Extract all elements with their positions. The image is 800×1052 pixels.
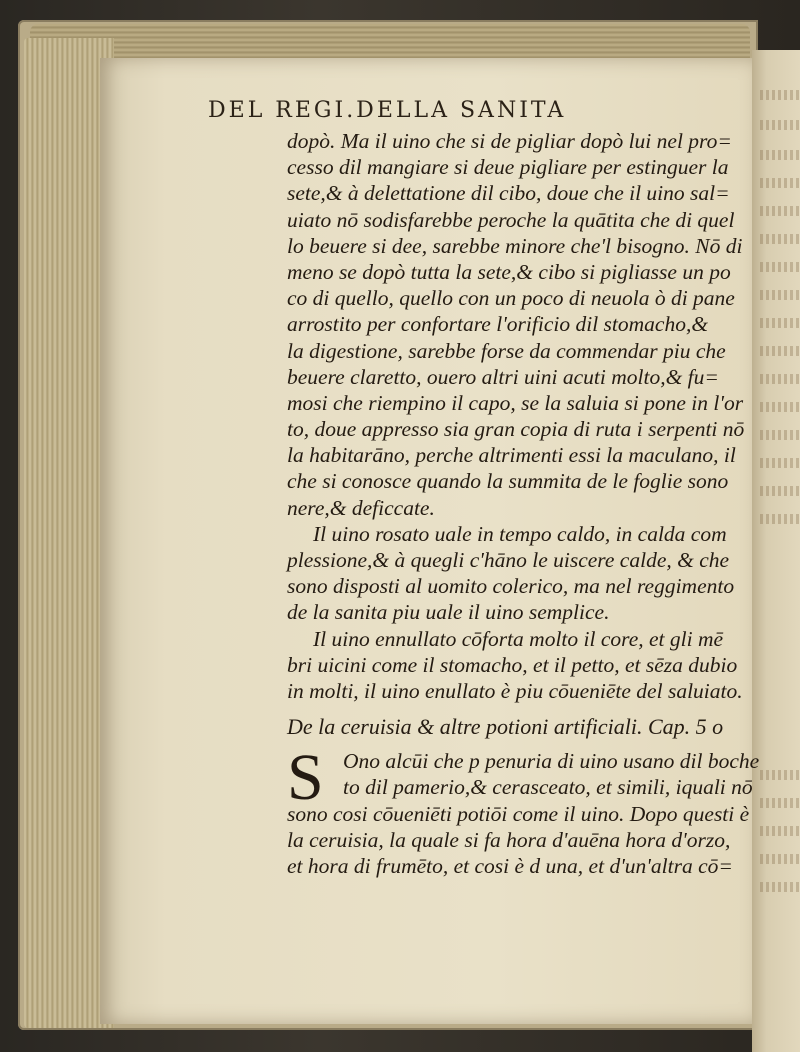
paragraph-1 [287, 128, 747, 521]
text-line: Il uino rosato uale in tempo caldo, in calda com [313, 521, 727, 546]
text-line: che si conosce quando la summita de le foglie sono [287, 469, 729, 494]
text-line: to, doue appresso sia gran copia di ruta i serpenti nō [287, 417, 745, 442]
paragraph-2 [287, 521, 747, 626]
paragraph-4 [287, 741, 760, 879]
text-line: co di quello, quello con un poco di neuola ò di pane [287, 286, 735, 311]
text-line: bri uicini come il stomacho, et il petto, et sēza dubio [287, 652, 738, 677]
text-line: lo beuere si dee, sarebbe minore che'l bisogno. Nō di [287, 233, 743, 258]
text-line: et hora di frumēto, et cosi è d una, et d'un'altra cō= [287, 853, 733, 878]
text-line: meno se dopò tutta la sete,& cibo si pigliasse un po [287, 259, 731, 284]
drop-cap: S [287, 741, 324, 815]
paragraph-3 [287, 626, 747, 705]
facing-page-sliver [752, 50, 800, 1052]
text-line: dopò. Ma il uino che si de pigliar dopò lui nel pro= [287, 129, 732, 153]
top-page-edges [30, 24, 750, 62]
text-line: Il uino ennullato cōforta molto il core, et gli mē [313, 626, 724, 651]
chapter-heading: De la ceruisia & altre potioni artificiali. Cap. 5 o [287, 714, 724, 740]
text-line: sono disposti al uomito colerico, ma nel reggimento [287, 574, 735, 599]
text-line: la ceruisia, la quale si fa hora d'auēna hora d'orzo, [287, 827, 731, 852]
text-line: cesso dil mangiare si deue pigliare per estinguer la [287, 155, 729, 180]
text-line: Ono alcūi che p penuria di uino usano dil boche [343, 749, 760, 774]
text-line: beuere claretto, ouero altri uini acuti molto,& fu= [287, 364, 719, 389]
running-head: DEL REGI.DELLA SANITA [208, 98, 567, 123]
text-line: de la sanita piu uale il uino semplice. [287, 600, 610, 625]
text-line: in molti, il uino enullato è piu cōueniēte del saluiato. [287, 678, 743, 703]
text-line: plessione,& à quegli c'hāno le uiscere calde, & che [287, 548, 730, 572]
text-line: nere,& deficcate. [287, 495, 435, 520]
text-line: sono cosi cōueniēti potiōi come il uino. Dopo questi è [287, 801, 750, 826]
text-line: mosi che riempino il capo, se la saluia si pone in l'or [287, 390, 744, 415]
text-line: sete,& à delettatione dil cibo, doue che il uino sal= [287, 181, 730, 206]
text-line: la habitarāno, perche altrimenti essi la maculano, il [287, 443, 736, 468]
text-line: la digestione, sarebbe forse da commendar piu che [287, 338, 726, 363]
body-text [287, 128, 760, 879]
text-line: uiato nō sodisfarebbe peroche la quātita che di quel [287, 207, 735, 232]
text-line: arrostito per confortare l'orificio dil stomacho,& [287, 312, 709, 337]
text-line: to dil pamerio,& cerasceato, et simili, iquali nō [343, 775, 753, 800]
